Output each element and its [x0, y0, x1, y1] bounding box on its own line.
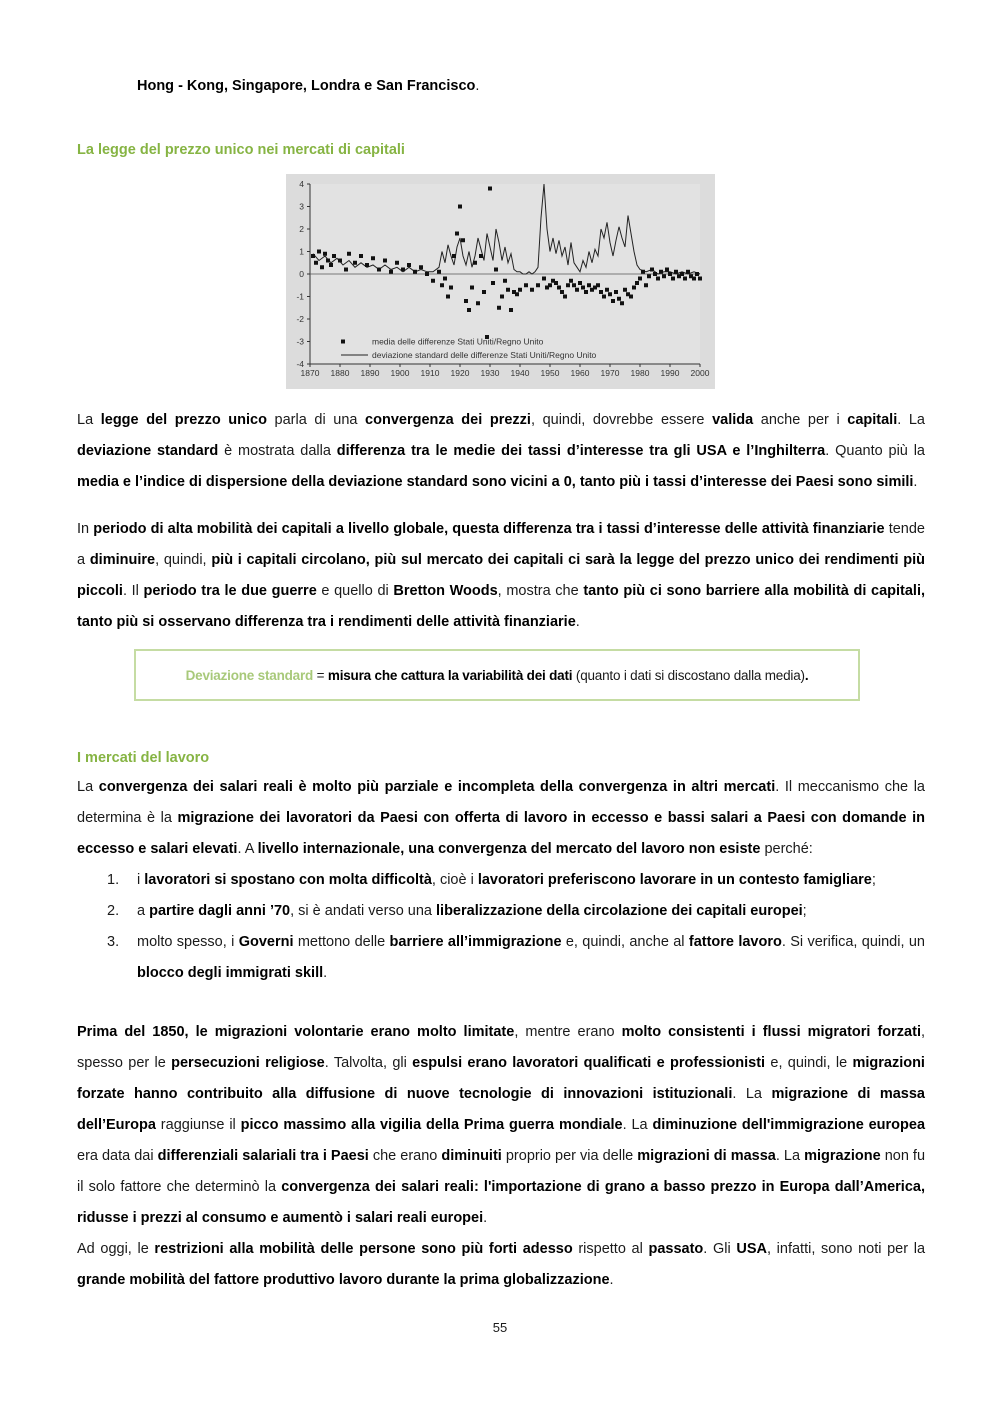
data-point: [437, 270, 441, 274]
data-point: [566, 283, 570, 287]
data-point: [353, 261, 357, 265]
data-point: [656, 277, 660, 281]
data-point: [464, 299, 468, 303]
definition-text: misura che cattura la variabilità dei dati: [327, 667, 573, 683]
section-heading-capital-markets: La legge del prezzo unico nei mercati di capitali: [77, 142, 405, 158]
data-point: [518, 288, 522, 292]
data-point: [497, 306, 501, 310]
data-point: [458, 205, 462, 209]
data-point: [338, 259, 342, 263]
data-point: [605, 288, 609, 292]
paragraph-mobility-today: Ad oggi, le restrizioni alla mobilità delle persone sono più forti adesso rispetto al passato. Gli USA, infatti, sono noti per la grande mobilità del fattore produttivo lavoro durante la prima globalizzazione.: [77, 1241, 926, 1288]
data-point: [536, 283, 540, 287]
data-point: [401, 268, 405, 272]
reasons-list: [77, 865, 925, 989]
data-point: [506, 288, 510, 292]
legend-label-mean: media delle differenze Stati Uniti/Regno Unito: [372, 336, 544, 347]
data-point: [371, 256, 375, 260]
data-point: [584, 290, 588, 294]
definition-term: Deviazione standard: [185, 667, 314, 683]
data-point: [686, 270, 690, 274]
y-tick-label: -2: [296, 314, 304, 324]
data-point: [509, 308, 513, 312]
x-tick-label: 1970: [600, 368, 620, 378]
data-point: [449, 286, 453, 290]
data-point: [431, 279, 435, 283]
paragraph-law-of-one-price: La legge del prezzo unico parla di una convergenza dei prezzi, quindi, dovrebbe essere valida anche per i capitali. La deviazione standard è mostrata dalla differenza tra le medie dei tassi d’interesse tra gli USA e l’Inghilterra. Quanto più la media e l’indice di dispersione della deviazione standard sono vicini a 0, tanto più i tassi d’interesse dei Paesi sono simili.: [77, 412, 925, 490]
data-point: [425, 272, 429, 276]
data-point: [542, 277, 546, 281]
x-tick-label: 1940: [510, 368, 530, 378]
data-point: [473, 261, 477, 265]
data-point: [698, 277, 702, 281]
data-point: [500, 295, 504, 299]
data-point: [557, 286, 561, 290]
x-tick-label: 1870: [300, 368, 320, 378]
y-tick-label: -1: [296, 291, 304, 302]
data-point: [311, 254, 315, 258]
data-point: [635, 281, 639, 285]
x-tick-label: 1890: [360, 368, 380, 378]
data-point: [482, 290, 486, 294]
data-point: [614, 290, 618, 294]
data-point: [599, 290, 603, 294]
y-tick-label: 4: [299, 179, 304, 189]
data-point: [383, 259, 387, 263]
data-point: [629, 295, 633, 299]
data-point: [413, 270, 417, 274]
data-point: [623, 288, 627, 292]
data-point: [389, 270, 393, 274]
x-tick-label: 1990: [660, 368, 680, 378]
x-tick-label: 1900: [390, 368, 410, 378]
paragraph-labor-convergence: La convergenza dei salari reali è molto più parziale e incompleta della convergenza in altri mercati. Il meccanismo che la determina è la migrazione dei lavoratori da Paesi con offerta di lavoro in eccesso e bassi salari a Paesi con domande in eccesso e salari elevati. A livello internazionale, una convergenza del mercato del lavoro non esiste perché: 1. i lavoratori si spostano con molta difficoltà, cioè i lavoratori preferiscono lavorare in un contesto famigliare; 2. a partire dagli anni ’70, si è andati verso una liberalizzazione della circolazione dei capitali europei; 3. molto spesso, i Governi mettono delle barriere all’immigrazione e, quindi, anche al fattore lavoro. Si verifica, quindi, un blocco degli immigrati skill.: [77, 772, 925, 989]
data-point: [641, 270, 645, 274]
data-point: [395, 261, 399, 265]
data-point: [665, 268, 669, 272]
list-item: 1. i lavoratori si spostano con molta difficoltà, cioè i lavoratori preferiscono lavorare in un contesto famigliare;: [107, 872, 876, 888]
data-point: [317, 250, 321, 254]
data-point: [488, 187, 492, 191]
data-point: [554, 281, 558, 285]
x-tick-label: 1980: [630, 368, 650, 378]
data-point: [680, 272, 684, 276]
section-heading-labor-markets: I mercati del lavoro: [77, 750, 210, 766]
data-point: [479, 254, 483, 258]
y-tick-label: 0: [299, 269, 304, 279]
data-point: [503, 279, 507, 283]
data-point: [617, 297, 621, 301]
data-point: [494, 268, 498, 272]
x-tick-label: 2000: [690, 368, 710, 378]
data-point: [407, 263, 411, 267]
paragraph-migration-history: Prima del 1850, le migrazioni volontarie erano molto limitate, mentre erano molto consistenti i flussi migratori forzati, spesso per le persecuzioni religiose. Talvolta, gli espulsi erano lavoratori qualificati e professionisti e, quindi, le migrazioni forzate hanno contribuito alla diffusione di nuove tecnologie di innovazioni istituzionali. La migrazione di massa dell’Europa raggiunse il picco massimo alla vigilia della Prima guerra mondiale. La diminuzione dell'immigrazione europea era data dai differenziali salariali tra i Paesi che erano diminuiti proprio per via delle migrazioni di massa. La migrazione non fu il solo fattore che determinò la convergenza dei salari reali: l'importazione di grano a basso prezzo in Europa dall’America, ridusse i prezzi al consumo e aumentò i salari reali europei. Ad oggi, le restrizioni alla mobilità delle persone sono più forti adesso rispetto al passato. Gli USA, infatti, sono noti per la grande mobilità del fattore produttivo lavoro durante la prima globalizzazione.: [77, 1017, 925, 1296]
data-point: [440, 283, 444, 287]
data-point: [452, 254, 456, 258]
data-point: [455, 232, 459, 236]
data-point: [662, 274, 666, 278]
data-point: [632, 286, 636, 290]
data-point: [377, 268, 381, 272]
paragraph-capital-mobility: In periodo di alta mobilità dei capitali a livello globale, questa differenza tra i tassi d’interesse delle attività finanziarie tende a diminuire, quindi, più i capitali circolano, più sul mercato dei capitali ci sarà la legge del prezzo unico dei rendimenti più piccoli. Il periodo tra le due guerre e quello di Bretton Woods, mostra che tanto più ci sono barriere alla mobilità di capitali, tanto più si osservano differenza tra i rendimenti delle attività finanziarie.: [77, 521, 926, 630]
x-tick-label: 1880: [330, 368, 350, 378]
data-point: [581, 286, 585, 290]
legend-label-std: deviazione standard delle differenze Stati Uniti/Regno Unito: [372, 350, 597, 360]
chart-svg: [286, 174, 715, 389]
definition-equals: =: [313, 667, 328, 683]
data-point: [587, 283, 591, 287]
data-point: [671, 277, 675, 281]
x-tick-label: 1950: [540, 368, 560, 378]
data-point: [575, 288, 579, 292]
data-point: [572, 283, 576, 287]
data-point: [692, 277, 696, 281]
data-point: [347, 252, 351, 256]
data-point: [314, 261, 318, 265]
continued-text-line: Hong - Kong, Singapore, Londra e San Francisco.: [137, 78, 480, 94]
data-point: [329, 263, 333, 267]
data-point: [323, 252, 327, 256]
page-number: 55: [492, 1320, 508, 1335]
data-point: [476, 301, 480, 305]
data-point: [611, 299, 615, 303]
data-point: [644, 283, 648, 287]
y-tick-label: -3: [296, 336, 304, 347]
data-point: [332, 254, 336, 258]
data-point: [470, 286, 474, 290]
data-point: [548, 283, 552, 287]
data-point: [650, 268, 654, 272]
y-tick-label: 2: [299, 224, 304, 234]
data-point: [419, 265, 423, 269]
data-point: [491, 281, 495, 285]
x-tick-label: 1920: [450, 368, 470, 378]
data-point: [365, 263, 369, 267]
data-point: [515, 292, 519, 296]
data-point: [320, 265, 324, 269]
data-point: [668, 272, 672, 276]
data-point: [674, 270, 678, 274]
definition-end: .: [804, 667, 809, 683]
data-point: [443, 277, 447, 281]
data-point: [653, 272, 657, 276]
data-point: [695, 272, 699, 276]
data-point: [344, 268, 348, 272]
data-point: [461, 238, 465, 242]
data-point: [647, 274, 651, 278]
definition-box: [134, 649, 860, 701]
x-tick-label: 1960: [570, 368, 590, 378]
data-point: [359, 254, 363, 258]
data-point: [326, 259, 330, 263]
data-point: [563, 295, 567, 299]
x-tick-label: 1910: [420, 368, 440, 378]
data-point: [446, 295, 450, 299]
data-point: [467, 308, 471, 312]
data-point: [602, 295, 606, 299]
data-point: [578, 281, 582, 285]
data-point: [560, 290, 564, 294]
legend-marker-mean: [341, 340, 345, 344]
data-point: [530, 288, 534, 292]
data-point: [638, 277, 642, 281]
list-item: 3. molto spesso, i Governi mettono delle barriere all’immigrazione e, quindi, anche al fattore lavoro. Si verifica, quindi, un blocco degli immigrati skill.: [107, 934, 925, 981]
x-tick-label: 1930: [480, 368, 500, 378]
data-point: [659, 270, 663, 274]
list-item: 2. a partire dagli anni ’70, si è andati verso una liberalizzazione della circolazione dei capitali europei;: [107, 903, 807, 919]
data-point: [569, 279, 573, 283]
data-point: [683, 277, 687, 281]
interest-rate-chart: [286, 174, 715, 389]
data-point: [608, 292, 612, 296]
y-tick-label: -4: [296, 359, 304, 369]
y-tick-label: 1: [299, 246, 304, 257]
definition-note: (quanto i dati si discostano dalla media): [572, 667, 805, 683]
y-tick-label: 3: [299, 201, 304, 212]
data-point: [596, 283, 600, 287]
data-point: [524, 283, 528, 287]
data-point: [620, 301, 624, 305]
